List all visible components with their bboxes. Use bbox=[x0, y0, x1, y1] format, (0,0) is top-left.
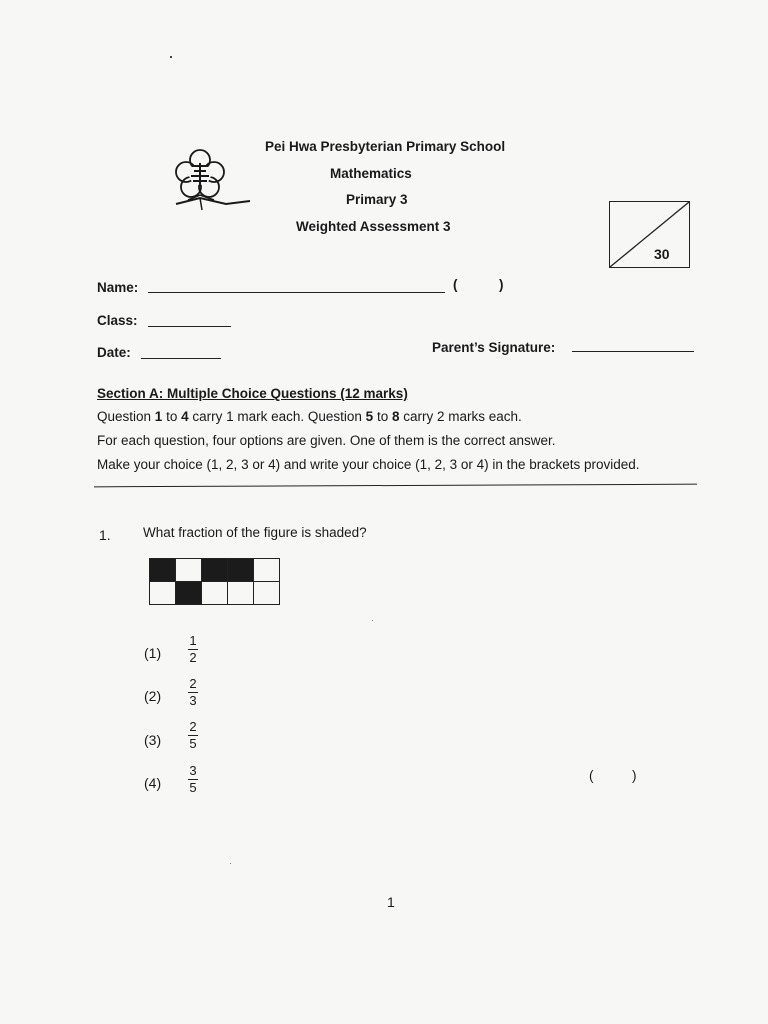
option-3-label: (3) bbox=[144, 732, 162, 748]
instr-text-c: to bbox=[162, 409, 182, 424]
section-divider bbox=[94, 484, 697, 488]
answer-field[interactable] bbox=[598, 766, 630, 784]
instr-text-i: carry 2 marks each. bbox=[399, 409, 522, 424]
instr-text-e: carry 1 mark each. Question bbox=[188, 409, 366, 424]
option-2-label: (2) bbox=[144, 688, 162, 704]
answer-bracket-open: ( bbox=[589, 768, 594, 783]
grid-row bbox=[150, 559, 280, 582]
index-number-field[interactable] bbox=[462, 276, 496, 292]
section-instruction-marks bbox=[97, 409, 522, 424]
marks-box-diagonal bbox=[610, 202, 689, 267]
assessment-title: Weighted Assessment 3 bbox=[296, 219, 451, 234]
option-2-denominator: 3 bbox=[189, 693, 197, 708]
option-2-fraction bbox=[186, 677, 200, 708]
section-instruction-choice: Make your choice (1, 2, 3 or 4) and write your choice (1, 2, 3 or 4) in the brackets provided. bbox=[97, 457, 640, 472]
grid-cell-unshaded bbox=[254, 559, 280, 582]
grid-cell-unshaded bbox=[254, 582, 280, 605]
marks-box bbox=[609, 201, 690, 268]
instr-q-start-5: 5 bbox=[365, 409, 374, 424]
level: Primary 3 bbox=[346, 192, 408, 207]
grid-cell-unshaded bbox=[176, 559, 202, 582]
index-bracket-open: ( bbox=[453, 277, 458, 292]
option-3-denominator: 5 bbox=[189, 736, 197, 751]
grid-cell-unshaded bbox=[202, 582, 228, 605]
name-label: Name: bbox=[97, 280, 139, 295]
section-title: Section A: Multiple Choice Questions (12 marks) bbox=[97, 386, 408, 401]
option-3-numerator: 2 bbox=[189, 719, 197, 734]
index-bracket-close: ) bbox=[499, 277, 504, 292]
grid-cell-shaded bbox=[228, 559, 254, 582]
option-1-fraction bbox=[186, 634, 200, 665]
option-1-numerator: 1 bbox=[189, 633, 197, 648]
date-field[interactable] bbox=[141, 344, 221, 359]
grid-cell-shaded bbox=[202, 559, 228, 582]
option-2-numerator: 2 bbox=[189, 676, 197, 691]
class-label: Class: bbox=[97, 313, 138, 328]
option-3-fraction bbox=[186, 720, 200, 751]
shaded-figure bbox=[149, 558, 280, 605]
subject: Mathematics bbox=[330, 166, 412, 181]
class-field[interactable] bbox=[148, 312, 231, 327]
question-text: What fraction of the figure is shaded? bbox=[143, 525, 367, 540]
option-4-denominator: 5 bbox=[189, 780, 197, 795]
instr-q-end-8: 8 bbox=[391, 409, 400, 424]
instr-q-end-4: 4 bbox=[181, 409, 189, 424]
option-1-denominator: 2 bbox=[189, 650, 197, 665]
page-number: 1 bbox=[387, 894, 395, 910]
grid-row bbox=[150, 582, 280, 605]
signature-label: Parent’s Signature: bbox=[432, 340, 556, 355]
instr-text-a: Question bbox=[97, 409, 155, 424]
stray-dot bbox=[372, 620, 373, 621]
stray-dot bbox=[170, 56, 172, 58]
option-4-label: (4) bbox=[144, 775, 162, 791]
grid-cell-unshaded bbox=[228, 582, 254, 605]
instr-text-g: to bbox=[373, 409, 392, 424]
question-number: 1. bbox=[99, 527, 111, 543]
option-4-numerator: 3 bbox=[189, 763, 197, 778]
date-label: Date: bbox=[97, 345, 131, 360]
grid-cell-shaded bbox=[150, 559, 176, 582]
stray-dot bbox=[230, 863, 231, 864]
total-marks: 30 bbox=[654, 246, 670, 262]
section-instruction-options: For each question, four options are given. One of them is the correct answer. bbox=[97, 433, 556, 448]
grid-cell-shaded bbox=[176, 582, 202, 605]
option-1-label: (1) bbox=[144, 645, 162, 661]
grid-cell-unshaded bbox=[150, 582, 176, 605]
instr-q-start-1: 1 bbox=[154, 409, 163, 424]
answer-bracket-close: ) bbox=[632, 768, 637, 783]
school-name: Pei Hwa Presbyterian Primary School bbox=[265, 139, 506, 154]
signature-field[interactable] bbox=[572, 337, 694, 352]
option-4-fraction bbox=[186, 764, 200, 795]
name-field[interactable] bbox=[148, 278, 445, 293]
school-logo-icon bbox=[174, 146, 254, 212]
